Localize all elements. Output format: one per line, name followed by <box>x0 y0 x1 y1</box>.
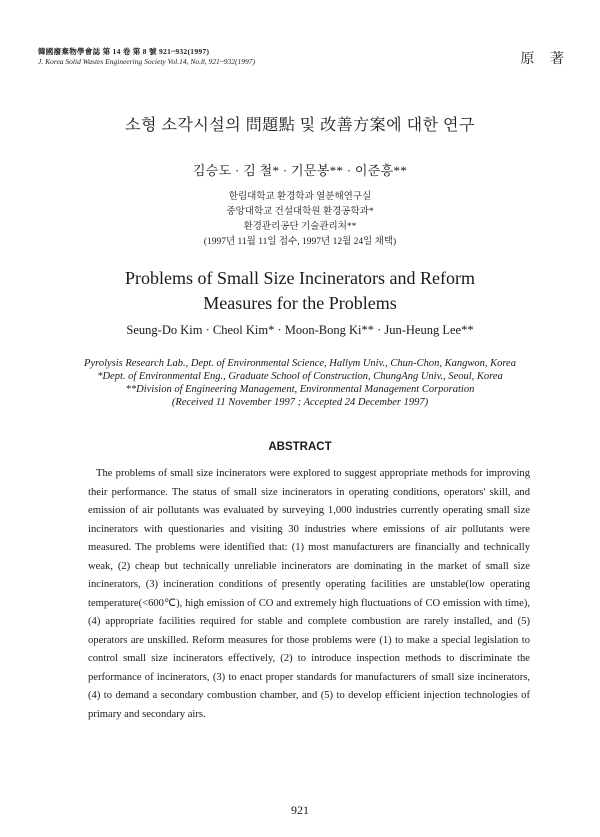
received-date-english: (Received 11 November 1997 ; Accepted 24 December 1997) <box>171 397 429 408</box>
article-type-label: 原 著 <box>520 52 570 67</box>
journal-header-english: J. Korea Solid Wastes Engineering Society Vol.14, No.8, 921~932(1997) <box>38 57 256 66</box>
abstract-heading: ABSTRACT <box>268 441 332 453</box>
affiliation-english-line: Pyrolysis Research Lab., Dept. of Environmental Science, Hallym Univ., Chun-Chon, Kangwon, Korea <box>84 358 516 369</box>
affiliations-korean <box>0 190 600 250</box>
affiliation-english-line: *Dept. of Environmental Eng., Graduate School of Construction, ChungAng Univ., Seoul, Korea <box>97 371 503 382</box>
title-english-line: Measures for the Problems <box>203 293 397 313</box>
title-korean: 소형 소각시설의 問題點 및 改善方案에 대한 연구 <box>125 117 475 134</box>
authors-english: Seung-Do Kim · Cheol Kim* · Moon-Bong Ki** · Jun-Heung Lee** <box>126 323 474 337</box>
affiliations-english <box>0 357 600 409</box>
journal-header-korean: 韓國廢棄物學會誌 第 14 卷 第 8 號 921~932(1997) <box>38 47 210 56</box>
abstract-body: The problems of small size incinerators were explored to suggest appropriate methods for improving their performance. The status of small size incinerators in operating conditions, operators' skill, and emission of air pollutants was evaluated by surveying 1,000 industries currently operating small size incinerators with questionaries and visiting 30 industries where emissions of air pollutants were measured. The problems were identified that: (1) most manufacturers are financially and technically weak, (2) cheap but technically unreliable incinerators are dominating in the market of small size incinerators, (3) incineration conditions of presently operating facilities are unstable(low operating temperature(<600℃), high emission of CO and extremely high fluctuations of CO emission with time), (4) appropriate facilities required for stable and complete combustion are rarely installed, and (5) operators are unskilled. Reform measures for those problems were (1) to make a special legislation to control small size incinerators effectively, (2) to introduce inspection methods to discriminate the performance of incinerators, (3) to enact proper standards for manufacturers of small size incinerators, (4) to demand a secondary combustion chamber, and (5) to develop efficient injection technologies of primary and secondary airs. <box>88 468 530 720</box>
affiliation-korean-line: 한림대학교 환경학과 열분해연구실 <box>228 192 372 202</box>
title-english <box>0 266 600 316</box>
page-number: 921 <box>291 803 309 817</box>
received-date-korean: (1997년 11월 11일 접수, 1997년 12월 24일 채택) <box>203 237 397 247</box>
authors-korean: 김승도 · 김 철* · 기문봉** · 이준흥** <box>192 163 408 178</box>
affiliation-korean-line: 환경관리공단 기술관리처** <box>243 222 357 232</box>
title-english-line: Problems of Small Size Incinerators and Reform <box>125 268 475 288</box>
affiliation-english-line: **Division of Engineering Management, Environmental Management Corporation <box>125 384 475 395</box>
affiliation-korean-line: 중앙대학교 건설대학원 환경공학과* <box>226 207 374 217</box>
